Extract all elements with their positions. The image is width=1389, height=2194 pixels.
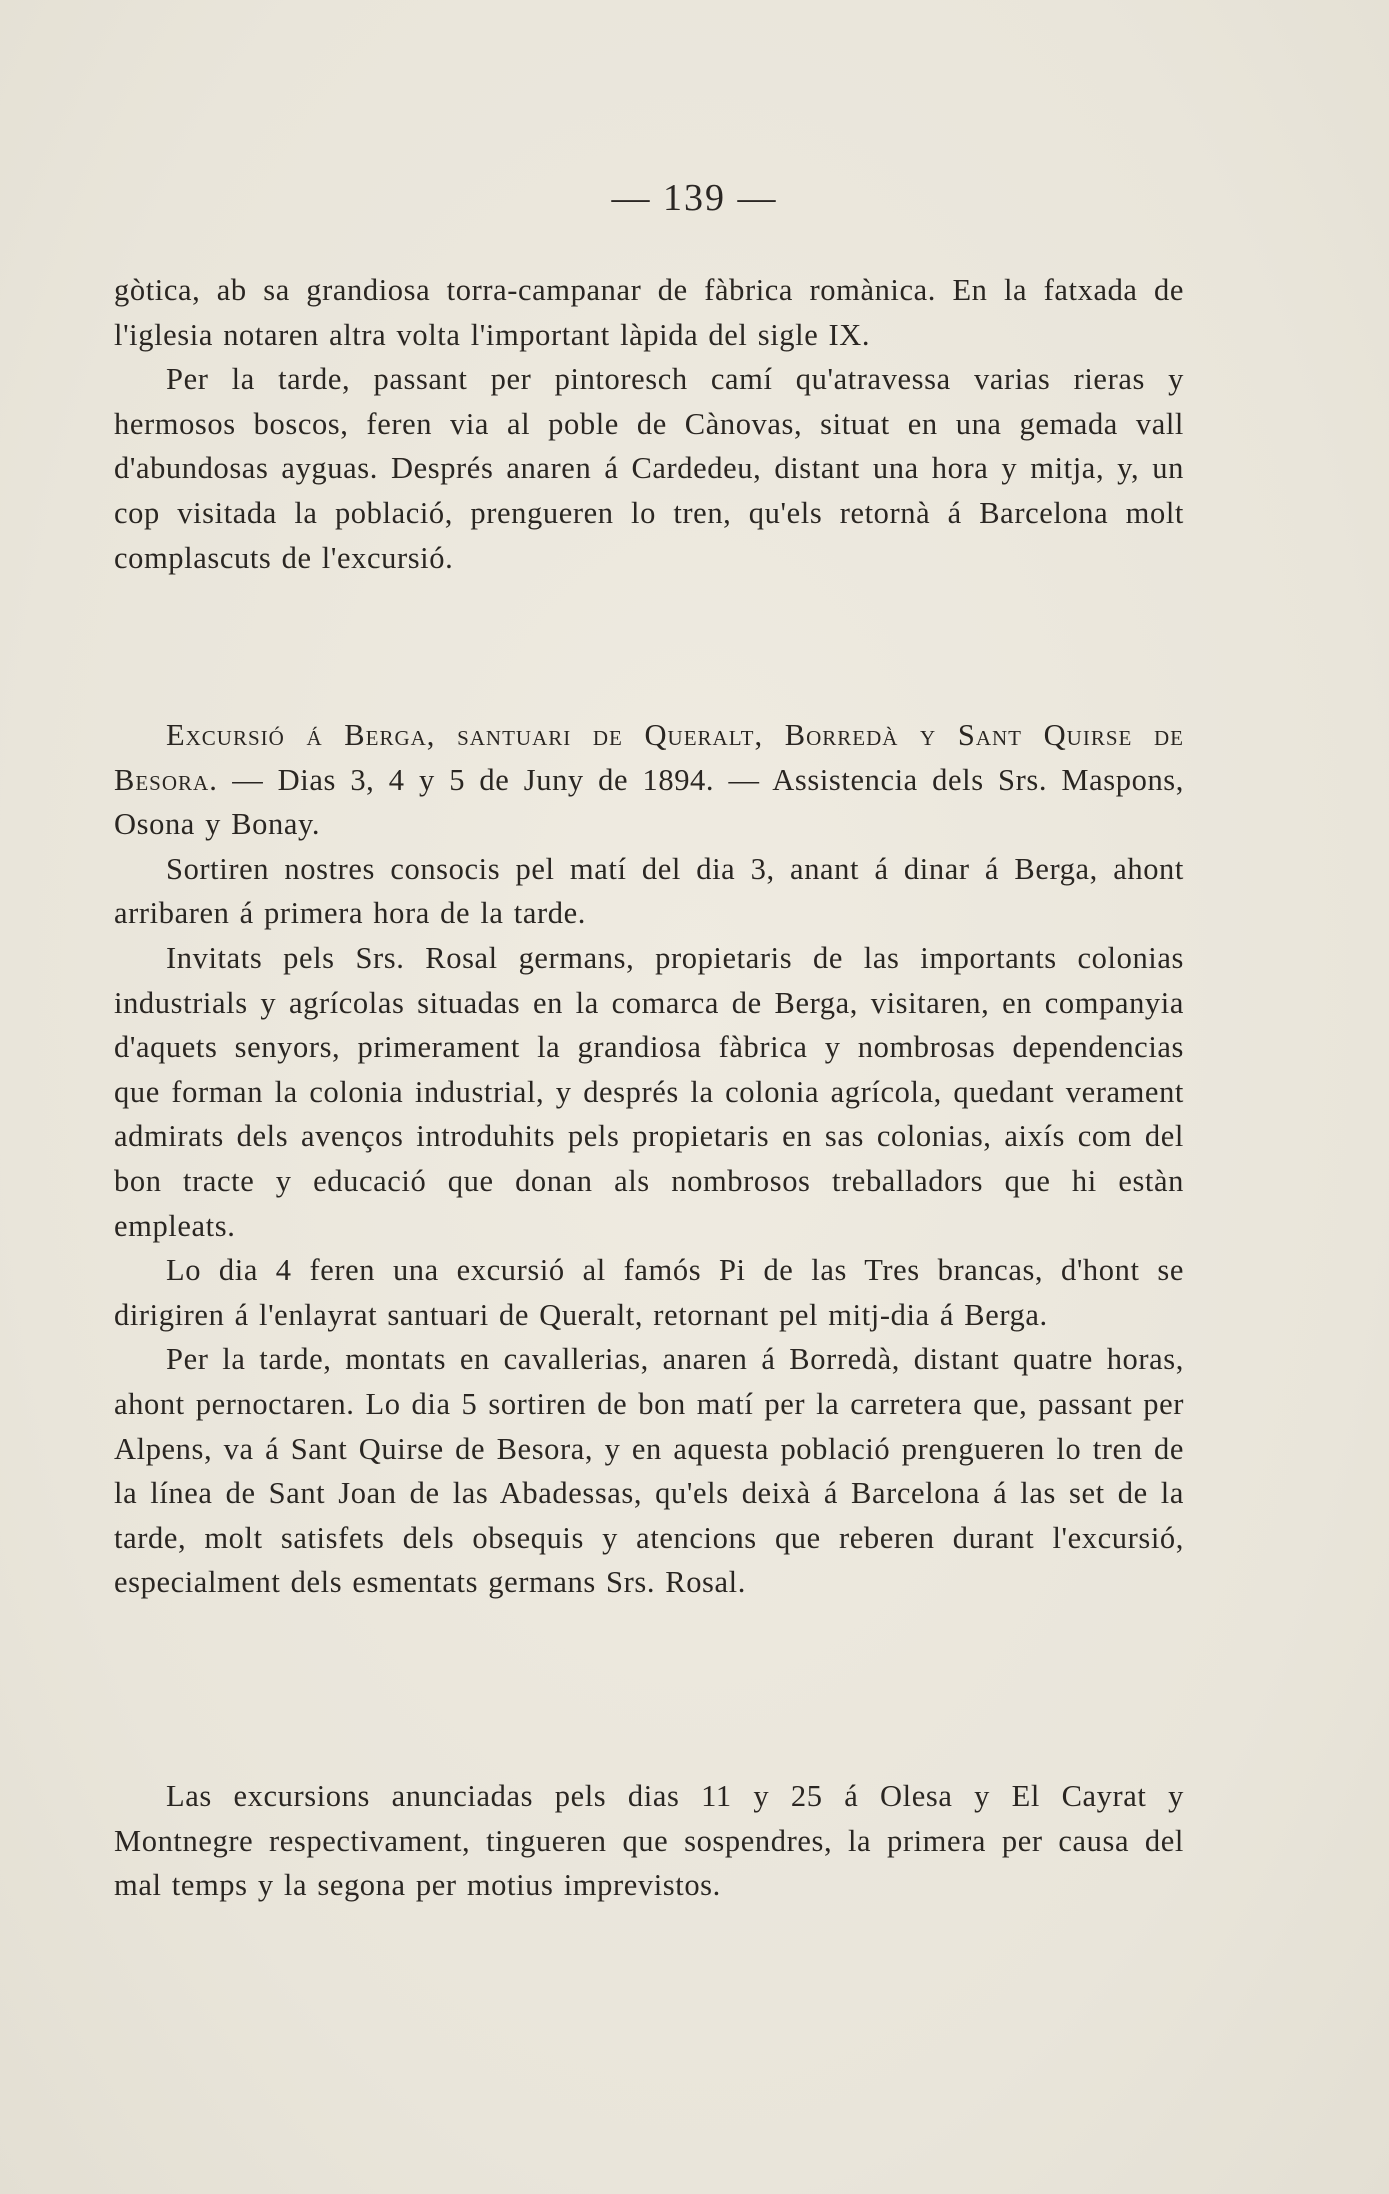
text-block-berga — [114, 713, 1184, 1605]
paragraph-cancelled-excursions: Las excursions anunciadas pels dias 11 y 25 á Olesa y El Cayrat y Montnegre respectivament, tingueren que sospendres, la primera per causa del mal temps y la segona per motius imprevistos. — [114, 1779, 1184, 1903]
section-dates-attendance: — Dias 3, 4 y 5 de Juny de 1894. — Assistencia dels Srs. Maspons, Osona y Bonay. — [114, 762, 1184, 842]
section-heading: Excursió á Berga, santuari de Queralt, Borredà y Sant Quirse de Besora. — [114, 718, 1184, 797]
paragraph-canovas: Per la tarde, passant per pintoresch camí qu'atravessa varias rieras y hermosos boscos, feren via al poble de Cànovas, situat en una gemada vall d'abundosas ayguas. Després anaren á Cardedeu, distant una hora y mitja, y, un cop visitada la població, prengueren lo tren, qu'els retornà á Barcelona molt complascuts de l'excursió. — [114, 362, 1184, 575]
text-block-bottom — [114, 1774, 1184, 1908]
paragraph-colonies: Invitats pels Srs. Rosal germans, propietaris de las importants colonias industrials y agrícolas situadas en la comarca de Berga, visitaren, en companyia d'aquets senyors, primerament la grandiosa fàbrica y nombrosas dependencias que forman la colonia industrial, y després la colonia agrícola, quedant verament admirats dels avenços introduhits pels propietaris en sas colonias, aixís com del bon tracte y educació que donan als nombrosos treballadors que hi estàn empleats. — [114, 940, 1184, 1243]
section-heading-paragraph — [114, 713, 1184, 847]
paragraph-queralt: Lo dia 4 feren una excursió al famós Pi de las Tres brancas, d'hont se dirigiren á l'enlayrat santuari de Queralt, retornant pel mitj-dia á Berga. — [114, 1253, 1184, 1332]
page-number: — 139 — — [611, 177, 778, 219]
text-block-top — [114, 268, 1184, 580]
paragraph-borreda: Per la tarde, montats en cavallerias, anaren á Borredà, distant quatre horas, ahont pernoctaren. Lo dia 5 sortiren de bon matí per la carretera que, passant per Alpens, va á Sant Quirse de Besora, y en aquesta població prengueren lo tren de la línea de Sant Joan de las Abadessas, qu'els deixà á Barcelona á las set de la tarde, molt satisfets dels obsequis y atencions que reberen durant l'excursió, especialment dels esmentats germans Srs. Rosal. — [114, 1342, 1184, 1600]
paragraph-departure: Sortiren nostres consocis pel matí del dia 3, anant á dinar á Berga, ahont arribaren á primera hora de la tarde. — [114, 851, 1184, 931]
paragraph-continuation: gòtica, ab sa grandiosa torra-campanar de fàbrica romànica. En la fatxada de l'iglesia notaren altra volta l'important làpida del sigle IX. — [114, 273, 1184, 352]
